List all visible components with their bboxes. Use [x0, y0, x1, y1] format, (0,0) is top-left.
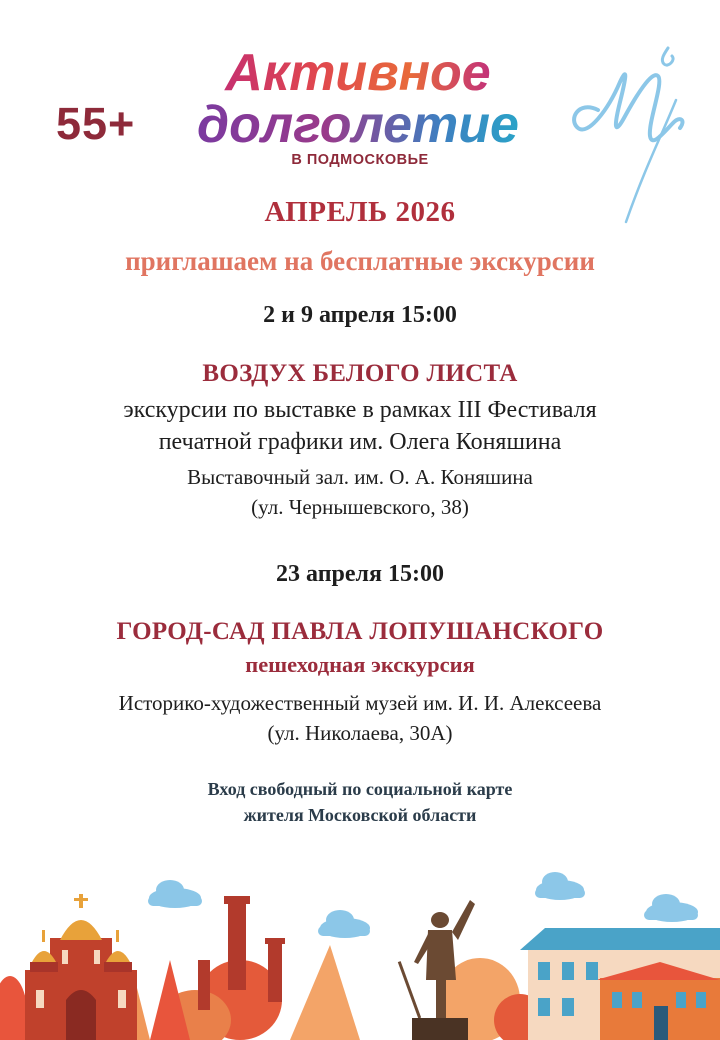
logo-line-2: долголетие [197, 96, 519, 154]
event-1-venue: Выставочный зал. им. О. А. Коняшина [187, 465, 533, 489]
event-2-date: 23 апреля 15:00 [276, 561, 444, 587]
event-2-subtitle: пешеходная экскурсия [245, 652, 475, 677]
house-icon [520, 928, 720, 1040]
month-heading: АПРЕЛЬ 2026 [264, 196, 456, 228]
free-entry-note-line-1: Вход свободный по социальной карте [207, 779, 513, 799]
event-2-venue: Историко-художественный музей им. И. И. Алексеева [118, 691, 602, 715]
cloud-icon [535, 872, 585, 900]
age-badge: 55+ [56, 98, 136, 149]
free-entry-note-line-2: жителя Московской области [243, 805, 477, 825]
cloud-icon [318, 910, 370, 938]
event-1-description-line-2: печатной графики им. Олега Коняшина [158, 429, 562, 455]
cloud-icon [148, 880, 202, 908]
event-2-title: ГОРОД-САД ПАВЛА ЛОПУШАНСКОГО [116, 618, 604, 645]
city-illustration [0, 850, 720, 1040]
cathedral-icon [25, 894, 137, 1040]
event-1-address: (ул. Чернышевского, 38) [251, 495, 469, 519]
event-2-address: (ул. Николаева, 30А) [267, 721, 453, 745]
logo-subtitle: В ПОДМОСКОВЬЕ [291, 152, 429, 168]
logo-line-1: Активное [225, 44, 491, 102]
event-1-description-line-1: экскурсии по выставке в рамках III Фестиваля [123, 397, 597, 423]
event-1-title: ВОЗДУХ БЕЛОГО ЛИСТА [202, 360, 518, 387]
cloud-icon [644, 894, 698, 922]
event-1-date: 2 и 9 апреля 15:00 [263, 302, 457, 328]
invite-heading: приглашаем на бесплатные экскурсии [125, 246, 595, 276]
